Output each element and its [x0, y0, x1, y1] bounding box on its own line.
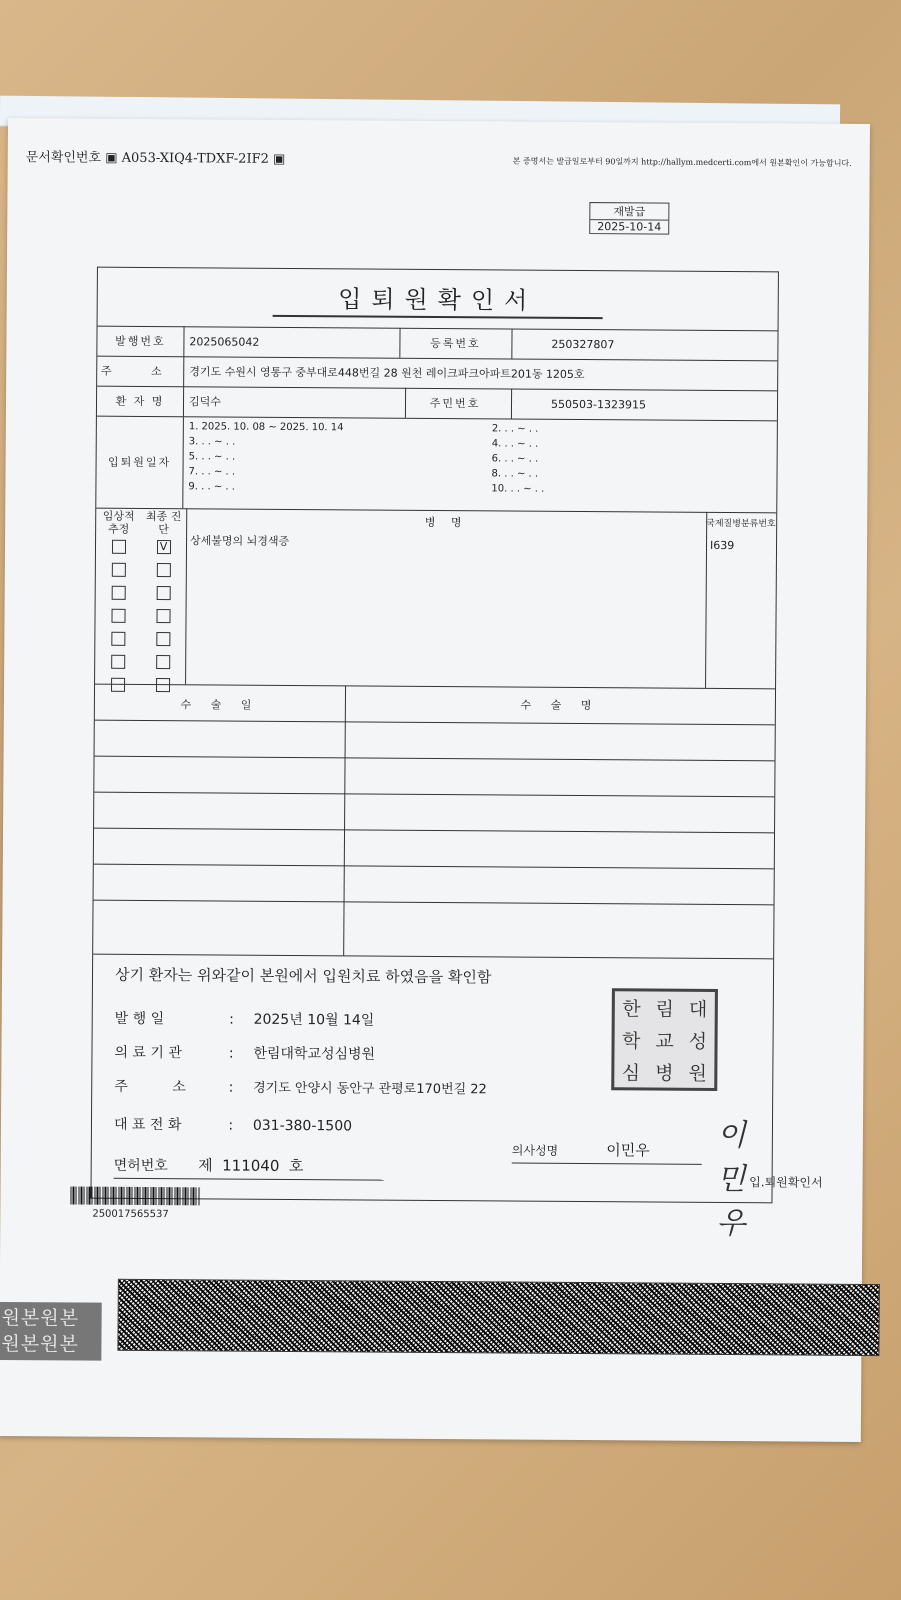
seal-char: 학	[621, 1029, 641, 1052]
doctor-line	[512, 1139, 702, 1165]
diagnosis-checkboxes	[95, 508, 187, 685]
seal-char: 원	[688, 1062, 707, 1085]
colon: :	[228, 1117, 234, 1134]
clinical-checkbox[interactable]	[111, 586, 125, 600]
hospital-seal-stamp	[611, 988, 718, 1091]
period-8: 8. . . ~ . .	[491, 468, 539, 480]
resident-no: 550503-1323915	[550, 397, 647, 411]
barcode	[70, 1186, 200, 1205]
seal-char: 심	[621, 1061, 641, 1084]
hospital-address-label: 주 소	[114, 1078, 186, 1096]
colon: :	[228, 1045, 234, 1062]
period-6: 6. . . ~ . .	[491, 453, 539, 465]
period-5: 5. . . ~ . .	[188, 451, 236, 463]
patient-label: 환 자 명	[97, 386, 184, 417]
institution-value: 한림대학교성심병원	[253, 1045, 376, 1063]
clinical-checkbox[interactable]	[111, 540, 125, 554]
phone-line	[114, 1114, 352, 1136]
clinical-checkbox[interactable]	[111, 655, 125, 669]
period-7: 7. . . ~ . .	[188, 466, 236, 478]
surgery-date-column	[93, 684, 346, 956]
seal-char: 림	[655, 998, 675, 1021]
period-row	[96, 416, 777, 514]
period-list-right	[491, 421, 544, 496]
final-checkbox[interactable]	[156, 609, 170, 623]
reissue-date: 2025-10-14	[597, 220, 662, 234]
license-line	[114, 1154, 384, 1181]
final-checkbox-checked[interactable]: V	[156, 540, 170, 554]
final-checkbox[interactable]	[156, 563, 170, 577]
seal-char: 성	[688, 1030, 708, 1053]
diagnosis-name: 상세불명의 뇌경색증	[190, 534, 290, 548]
address-label: 주 소	[97, 356, 184, 387]
address-value: 경기도 수원시 영통구 중부대로448번길 28 원천 레이크파크아파트201동 1205호	[189, 365, 585, 382]
final-checkbox[interactable]	[156, 655, 170, 669]
license-label: 면허번호	[113, 1157, 168, 1175]
issue-date-label: 발 행 일	[114, 1010, 165, 1028]
diagnosis-row	[95, 508, 776, 690]
doc-number-value: A053-XIQ4-TDXF-2IF2	[121, 150, 269, 167]
period-9: 9. . . ~ . .	[188, 481, 235, 493]
institution-line	[114, 1042, 375, 1064]
period-4: 4. . . ~ . .	[491, 438, 539, 450]
security-pattern	[117, 1279, 879, 1356]
clinical-checkbox[interactable]	[111, 563, 125, 577]
square-icon: ▣	[273, 151, 286, 167]
clinical-checkbox[interactable]	[111, 609, 125, 623]
issue-no-value: 2025065042	[183, 326, 400, 358]
square-icon: ▣	[105, 150, 118, 166]
hospital-address-line	[114, 1076, 487, 1099]
issue-date-line	[115, 1008, 375, 1030]
icd-label: 국제질병분류번호	[706, 518, 776, 530]
disease-cell	[185, 508, 707, 688]
barcode-number: 250017565537	[92, 1208, 169, 1221]
doctor-name: 이민우	[606, 1141, 650, 1160]
document-number	[26, 146, 286, 167]
confirmation-statement: 상기 환자는 위와같이 본원에서 입원치료 하였음을 확인함	[114, 965, 492, 987]
license-value: 제 111040 호	[198, 1156, 304, 1176]
validity-notice: 본 증명서는 발급일로부터 90일까지 http://hallym.medcerti.com에서 원본확인이 가능합니다.	[512, 156, 852, 168]
doc-number-label: 문서확인번호	[25, 150, 102, 166]
hospital-address-value: 경기도 안양시 동안구 관평로170번길 22	[253, 1080, 487, 1098]
final-checkbox[interactable]	[156, 586, 170, 600]
reissue-box	[589, 202, 669, 235]
final-label: 최종 진단	[145, 509, 182, 537]
surgery-name-label: 수 술 명	[520, 698, 600, 713]
issue-no-label: 발행번호	[97, 326, 184, 357]
issue-date-value: 2025년 10월 14일	[253, 1011, 375, 1029]
form-name-footer: 입.퇴원확인서	[749, 1175, 823, 1190]
final-checkbox-column	[155, 540, 170, 701]
icd-cell	[705, 512, 776, 688]
period-1: 1. 2025. 10. 08 ~ 2025. 10. 14	[188, 421, 344, 434]
reg-no-label: 등록번호	[399, 328, 512, 359]
seal-char: 병	[655, 1062, 674, 1085]
reg-no-value: 250327807	[551, 337, 615, 351]
disease-label: 병 명	[424, 515, 468, 530]
watermark-line-1: 원본원본	[1, 1306, 80, 1330]
patient-name: 김덕수	[183, 386, 406, 418]
clinical-checkbox[interactable]	[111, 632, 125, 646]
resident-label: 주민번호	[399, 388, 512, 419]
colon: :	[229, 1011, 234, 1028]
final-checkbox[interactable]	[156, 632, 170, 646]
certificate-paper	[0, 118, 870, 1442]
seal-char: 대	[688, 998, 708, 1021]
original-watermark	[0, 1302, 102, 1361]
period-10: 10. . . ~ . .	[491, 483, 545, 495]
period-2: 2. . . ~ . .	[491, 423, 539, 435]
phone-label: 대 표 전 화	[113, 1116, 182, 1134]
form-title: 입퇴원확인서	[338, 285, 538, 315]
period-list-left	[188, 419, 343, 495]
clinical-label: 임상적 추정	[102, 509, 135, 536]
clinical-checkbox-column	[110, 540, 125, 701]
title-row	[98, 268, 778, 332]
icd-code: I639	[709, 538, 735, 553]
doctor-label: 의사성명	[511, 1143, 559, 1158]
seal-char: 교	[655, 1030, 674, 1053]
period-3: 3. . . ~ . .	[188, 436, 236, 448]
institution-label: 의 료 기 관	[114, 1044, 182, 1062]
doctor-signature: 이민우	[716, 1117, 747, 1242]
phone-value: 031-380-1500	[252, 1117, 353, 1135]
watermark-line-2: 원본원본	[1, 1332, 79, 1356]
surgery-date-label: 수 술 일	[180, 698, 260, 712]
colon: :	[228, 1079, 234, 1096]
reissue-label: 재발급	[590, 203, 668, 221]
period-label: 입퇴원일자	[96, 416, 184, 509]
surgery-name-column	[343, 685, 775, 958]
seal-char: 한	[622, 997, 641, 1020]
surgery-table	[93, 684, 775, 960]
